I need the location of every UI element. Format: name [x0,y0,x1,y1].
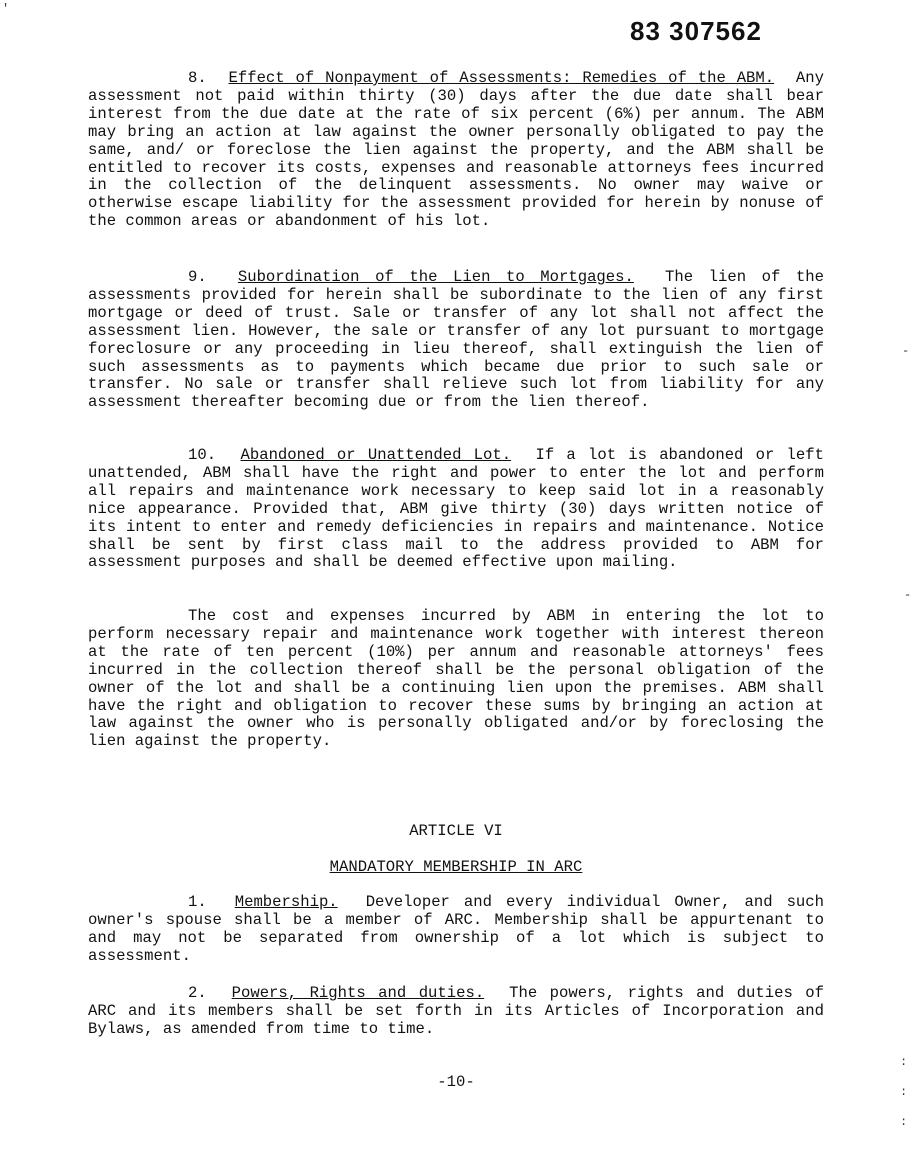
section-8 [88,70,824,231]
section-10-text: If a lot is abandoned or left unattended, ABM shall have the right and power to enter the lot and perform all repairs and maintenance work necessary to keep said lot in a reasonably nice appearance. Provided that, ABM give thirty (30) days written notice of its intent to enter and remedy deficiencies in repairs and maintenance. Notice shall be sent by first class mail to the address provided to ABM for assessment purposes and shall be deemed effective upon mailing. [88,446,824,572]
section-9 [88,269,824,412]
article-section-2-number: 2. [188,984,207,1002]
article-section-1 [88,894,824,966]
section-8-number: 8. [188,69,207,87]
article-section-2-text: The powers, rights and duties of ARC and its members shall be set forth in its Articles of Incorporation and Bylaws, as amended from time to time. [88,984,825,1038]
section-10 [88,447,824,572]
margin-tick: : [900,1085,908,1099]
section-8-text: Any assessment not paid within thirty (30) days after the due date shall bear interest from the due date at the rate of six percent (6%) per annum. The ABM may bring an action at law against the owner personally obligated to pay the same, and/ or foreclose the lien against the property, and the ABM shall be entitled to recover its costs, expenses and reasonable attorneys fees incurred in the collection of the delinquent assessments. No owner may waive or otherwise escape liability for the assessment provided for herein by nonuse of the common areas or abandonment of his lot. [88,69,824,231]
article-section-1-heading: Membership. [234,893,338,911]
margin-tick: - [904,588,912,602]
article-subtitle: MANDATORY MEMBERSHIP IN ARC [329,858,583,876]
margin-tick: : [900,1055,908,1069]
article-section-1-text: Developer and every individual Owner, and such owner's spouse shall be a member of ARC. Membership shall be appurtenant to and may not be separated from ownership of a lot which is subject to assessment. [88,893,825,965]
section-10-continued [88,608,824,751]
document-number: 83 307562 [630,16,762,46]
section-10-heading: Abandoned or Unattended Lot. [240,446,512,464]
article-section-1-number: 1. [188,893,207,911]
article-title: ARTICLE VI [409,822,503,840]
article-section-2 [88,985,824,1039]
section-9-text: The lien of the assessments provided for herein shall be subordinate to the lien of any first mortgage or deed of trust. Sale or transfer of any lot shall not affect the assessment lien. However, the sale or transfer of any lot pursuant to mortgage foreclosure or any proceeding in lieu thereof, shall extinguish the lien of such assessments as to payments which became due prior to such sale or transfer. No sale or transfer shall relieve such lot from liability for any assessment thereafter becoming due or from the lien thereof. [88,268,825,412]
section-9-number: 9. [188,268,207,286]
margin-tick: - [902,344,910,358]
section-10-number: 10. [188,446,217,464]
margin-tick: : [900,1115,908,1129]
section-8-heading: Effect of Nonpayment of Assessments: Remedies of the ABM. [228,69,775,87]
section-10-continued-text: The cost and expenses incurred by ABM in entering the lot to perform necessary repair and maintenance work together with interest thereon at the rate of ten percent (10%) per annum and reasonable attorneys' fees incurred in the collection thereof shall be the personal obligation of the owner of the lot and shall be a continuing lien upon the premises. ABM shall have the right and obligation to recover these sums by bringing an action at law against the owner who is personally obligated and/or by foreclosing the lien against the property. [88,607,824,751]
margin-tick: ' [2,2,10,16]
section-9-heading: Subordination of the Lien to Mortgages. [237,268,634,286]
article-section-2-heading: Powers, Rights and duties. [231,984,485,1002]
page-number: -10- [437,1073,475,1091]
